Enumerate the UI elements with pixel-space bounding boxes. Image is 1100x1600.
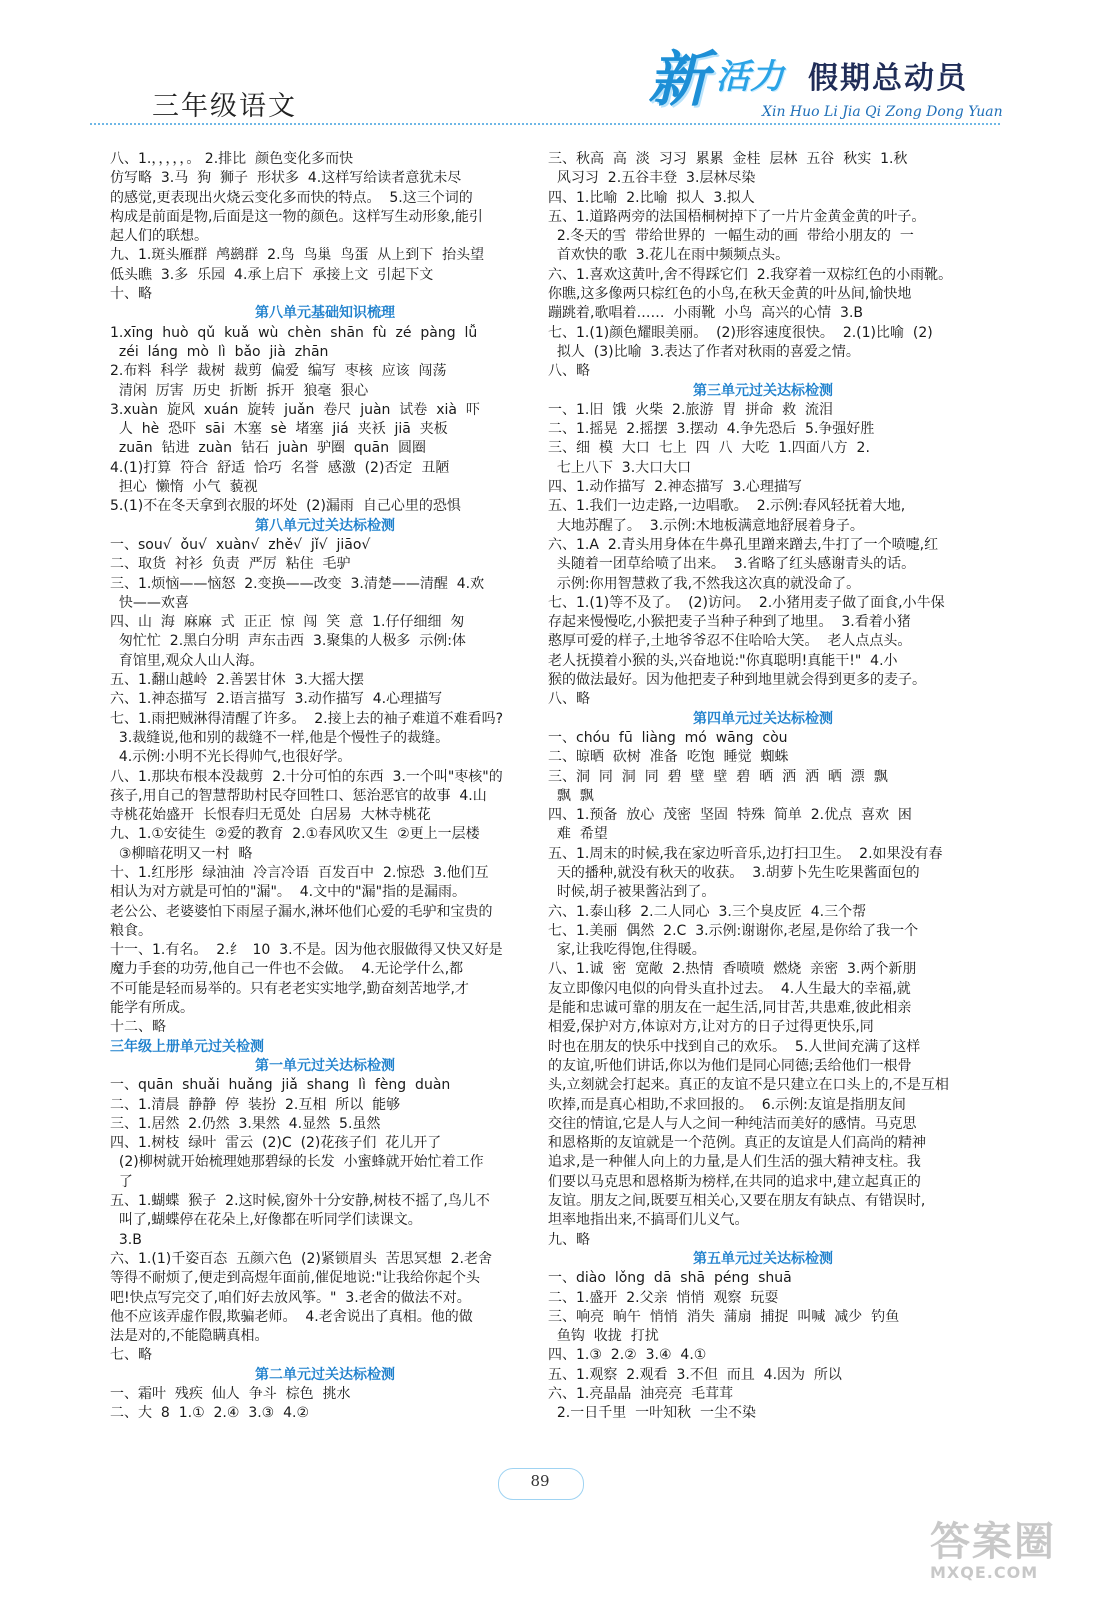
header-divider (90, 123, 1000, 125)
answer-line: 他不应该弄虚作假,欺骗老师。 4.老舍说出了真相。他的做 (110, 1308, 473, 1325)
answer-line: 四、1.树枝 绿叶 雷云 (2)C (2)花孩子们 花儿开了 (110, 1135, 442, 1152)
answer-line: 二、大 8 1.① 2.④ 3.③ 4.② (110, 1405, 310, 1422)
answer-line: 六、1.神态描写 2.语言描写 3.动作描写 4.心理描写 (110, 691, 443, 708)
answer-line: 吹捧,而是真心相助,不求回报的。 6.示例:友谊是指朋友间 (548, 1096, 906, 1113)
answer-line: 五、1.周末的时候,我在家边听音乐,边打扫卫生。 2.如果没有春 (548, 845, 943, 862)
answer-line: 示例:你用智慧救了我,不然我这次真的就没命了。 (548, 575, 861, 592)
answer-line: ③柳暗花明又一村 略 (110, 845, 253, 862)
answer-line: 十、略 (110, 286, 152, 303)
answer-line: 十一、1.有名。 2.纟 10 3.不是。因为他衣服做得又快又好是 (110, 942, 503, 959)
answer-line: 头,立刻就会打起来。真正的友谊不是只建立在口头上的,不是互相 (548, 1077, 949, 1094)
answer-line: 八、略 (548, 363, 590, 380)
answer-line: 仿写略 3.马 狗 狮子 形状多 4.这样写给读者意犹未尽 (110, 170, 462, 187)
answer-line: 叫了,蝴蝶停在花朵上,好像都在听同学们读课文。 (110, 1212, 422, 1229)
answer-line: 五、1.观察 2.观看 3.不但 而且 4.因为 所以 (548, 1366, 842, 1383)
answer-line: 九、1.①安徒生 ②爱的教育 2.①春风吹又生 ②更上一层楼 (110, 826, 480, 843)
answer-line: 四、1.预备 放心 茂密 坚固 特殊 简单 2.优点 喜欢 困 (548, 807, 912, 824)
answer-line: 二、1.摇晃 2.摇摆 3.摆动 4.争先恐后 5.争强好胜 (548, 421, 875, 438)
answer-line: 憨厚可爱的样子,土地爷爷忍不住哈哈大笑。 老人点点头。 (548, 633, 912, 650)
answer-line: 快——欢喜 (110, 594, 189, 611)
answer-line: 坦率地指出来,不搞哥们儿义气。 (548, 1212, 749, 1229)
answer-line: 四、1.比喻 2.比喻 拟人 3.拟人 (548, 189, 755, 206)
answer-line: 魔力手套的功劳,他自己一件也不会做。 4.无论学什么,都 (110, 961, 464, 978)
answer-line: 友谊。朋友之间,既要互相关心,又要在朋友有缺点、有错误时, (548, 1193, 926, 1210)
answer-line: 九、1.斑头雁群 鸬鹚群 2.鸟 鸟巢 鸟蛋 从上到下 抬头望 (110, 247, 485, 264)
answer-line: 3.裁缝说,他和别的裁缝不一样,他是个慢性子的裁缝。 (110, 729, 450, 746)
answer-column-right (548, 150, 978, 1424)
answer-line: 三、细 模 大口 七上 四 八 大吃 1.四面八方 2. (548, 440, 870, 457)
main-heading: 三年级上册单元过关检测 (110, 1038, 264, 1055)
answer-line: 能学有所成。 (110, 1000, 194, 1017)
answer-line: 人 hè 恐吓 sāi 木塞 sè 堵塞 jiá 夹袄 jiā 夹板 (110, 421, 448, 438)
answer-line: 追求,是一种催人向上的力量,是人们生活的强大精神支柱。我 (548, 1154, 921, 1171)
answer-line: (2)柳树就开始梳理她那碧绿的长发 小蜜蜂就开始忙着工作 (110, 1154, 484, 1171)
watermark-logo (930, 1520, 1060, 1590)
watermark-text: 答案圈 (930, 1519, 1056, 1565)
answer-line: 九、略 (548, 1231, 590, 1248)
answer-line: 2.一日千里 一叶知秋 一尘不染 (548, 1405, 757, 1422)
answer-line: 三、1.居然 2.仍然 3.果然 4.显然 5.虽然 (110, 1115, 381, 1132)
answer-line: 担心 懒惰 小气 藐视 (110, 479, 258, 496)
answer-line: 孩子,用自己的智慧帮助村民夺回牲口、惩治恶官的故事 4.山 (110, 787, 487, 804)
brand-logo-xin: 新 (648, 45, 708, 115)
answer-line: 存起来慢慢吃,小猴把麦子当种子种到了地里。 3.看着小猪 (548, 614, 911, 631)
answer-line: 交往的情谊,它是人与人之间一种纯洁而美好的感情。马克思 (548, 1115, 917, 1132)
answer-line: 首欢快的歌 3.花儿在雨中频频点头。 (548, 247, 790, 264)
answer-line: 三、秋高 高 淡 习习 累累 金桂 层林 五谷 秋实 1.秋 (548, 151, 908, 167)
answer-line: zéi láng mò lì bǎo jià zhān (110, 343, 329, 360)
grade-subject-title: 三年级语文 (152, 91, 297, 122)
answer-line: 育馆里,观众人山人海。 (110, 652, 264, 669)
answer-line: 六、1.亮晶晶 油亮亮 毛茸茸 (548, 1386, 734, 1402)
answer-line: 一、quān shuǎi huǎng jiǎ shang lì fèng duàn (110, 1077, 451, 1094)
answer-line: 清闲 厉害 历史 折断 拆开 狼毫 狠心 (110, 382, 369, 399)
answer-line: 六、1.(1)千姿百态 五颜六色 (2)紧锁眉头 苦思冥想 2.老舍 (110, 1250, 492, 1267)
answer-line: 了 (110, 1173, 133, 1190)
answer-line: 的感觉,更表现出火烧云变化多而快的特点。 5.这三个词的 (110, 189, 473, 206)
answer-line: 十二、略 (110, 1019, 166, 1036)
answer-line: 等得不耐烦了,便走到高煜年面前,催促地说:"让我给你起个头 (110, 1270, 481, 1287)
answer-line: 七、略 (110, 1347, 152, 1364)
section-heading: 第四单元过关达标检测 (693, 710, 833, 727)
answer-line: 难 希望 (548, 826, 608, 843)
answer-line: 法是对的,不能隐瞒真相。 (110, 1328, 269, 1345)
answer-line: 构成是前面是物,后面是这一物的颜色。这样写生动形象,能引 (110, 208, 483, 225)
brand-title: 假期总动员 (808, 61, 968, 96)
answer-line: 七、1.(1)等不及了。 (2)访问。 2.小猪用麦子做了面食,小牛保 (548, 594, 945, 611)
answer-line: 风习习 2.五谷丰登 3.层林尽染 (548, 170, 756, 187)
answer-line: 一、sou√ ǒu√ xuàn√ zhě√ jǐ√ jiāo√ (110, 536, 371, 553)
answer-line: 四、1.③ 2.② 3.④ 4.① (548, 1347, 707, 1364)
answer-column-left (110, 150, 540, 1424)
answer-line: 一、chóu fū liàng mó wāng còu (548, 729, 788, 746)
answer-line: 寺桃花始盛开 长恨春归无觅处 白居易 大林寺桃花 (110, 807, 431, 824)
answer-line: 家,让我吃得饱,住得暖。 (548, 942, 706, 959)
answer-line: 三、响亮 晌午 悄悄 消失 蒲扇 捕捉 叫喊 减少 钓鱼 (548, 1308, 900, 1325)
brand-logo-huoli: 活力 (716, 57, 784, 97)
answer-line: 飘 飘 (548, 787, 594, 804)
answer-line: 大地苏醒了。 3.示例:木地板满意地舒展着身子。 (548, 517, 864, 534)
answer-line: 六、1.泰山移 2.二人同心 3.三个臭皮匠 4.三个帮 (548, 903, 867, 920)
answer-line: 八、1.那块布根本没裁剪 2.十分可怕的东西 3.一个叫"枣核"的 (110, 768, 503, 785)
answer-line: 五、1.蝴蝶 猴子 2.这时候,窗外十分安静,树枝不摇了,鸟儿不 (110, 1193, 490, 1210)
answer-line: 二、取货 衬衫 负责 严厉 粘住 毛驴 (110, 556, 351, 573)
answer-line: 十、1.红彤彤 绿油油 冷言冷语 百发百中 2.惊恐 3.他们互 (110, 864, 489, 881)
answer-line: 三、1.烦恼——恼怒 2.变换——改变 3.清楚——清醒 4.欢 (110, 575, 485, 592)
answer-line: 2.冬天的雪 带给世界的 一幅生动的画 带给小朋友的 一 (548, 228, 914, 245)
answer-line: 和恩格斯的友谊就是一个范例。真正的友谊是人们高尚的精神 (548, 1135, 926, 1152)
answer-line: 相爱,保护对方,体谅对方,让对方的日子过得更快乐,同 (548, 1019, 874, 1036)
answer-line: 八、1.，，，，，。 2.排比 颜色变化多而快 (110, 151, 354, 167)
answer-line: 的友谊,听他们讲话,你以为他们是同心同德;丢给他们一根骨 (548, 1057, 912, 1074)
answer-line: 友立即像闪电似的向骨头直扑过去。 4.人生最大的幸福,就 (548, 980, 911, 997)
answer-line: 你瞧,这多像两只棕红色的小鸟,在秋天金黄的叶丛间,愉快地 (548, 286, 912, 303)
answer-line: 五、1.翻山越岭 2.善罢甘休 3.大摇大摆 (110, 672, 364, 689)
section-heading: 第五单元过关达标检测 (693, 1250, 833, 1267)
answer-line: 四、山 海 麻麻 式 正正 惊 闯 笑 意 1.仔仔细细 匆 (110, 614, 465, 631)
answer-line: 们要以马克思和恩格斯为榜样,在共同的追求中,建立起真正的 (548, 1173, 921, 1190)
answer-line: 1.xīng huò qǔ kuǎ wù chèn shān fù zé pàng lǚ (110, 324, 478, 341)
answer-line: 匆忙忙 2.黑白分明 声东击西 3.聚集的人极多 示例:体 (110, 633, 466, 650)
answer-line: 鱼钩 收拢 打扰 (548, 1328, 659, 1345)
answer-line: 起人们的联想。 (110, 228, 208, 245)
answer-line: 七、1.美丽 偶然 2.C 3.示例:谢谢你,老屋,是你给了我一个 (548, 922, 919, 939)
answer-line: 天的播种,就没有秋天的收获。 3.胡萝卜先生吃果酱面包的 (548, 864, 920, 881)
answer-line: 蹦跳着,歌唱着…… 小雨靴 小鸟 高兴的心情 3.B (548, 305, 864, 322)
answer-line: 吧!快点写完交了,咱们好去放风筝。" 3.老舍的做法不对。 (110, 1289, 471, 1306)
answer-line: 七上八下 3.大口大口 (548, 459, 692, 476)
answer-line: 四、1.动作描写 2.神态描写 3.心理描写 (548, 479, 802, 496)
answer-line: zuān 钻进 zuàn 钻石 juàn 驴圈 quān 圆圈 (110, 440, 426, 457)
page-number: 89 (530, 1472, 550, 1490)
answer-line: 二、晾晒 砍树 准备 吃饱 睡觉 蜘蛛 (548, 749, 789, 766)
answer-line: 时也在朋友的快乐中找到自己的欢乐。 5.人世间充满了这样 (548, 1038, 921, 1055)
answer-line: 3.B (110, 1231, 142, 1248)
answer-line: 六、1.A 2.青头用身体在牛鼻孔里蹭来蹭去,牛打了一个喷嚏,红 (548, 536, 939, 553)
answer-line: 2.布料 科学 裁树 裁剪 偏爱 编写 枣核 应该 闯荡 (110, 363, 447, 380)
answer-line: 低头瞧 3.多 乐园 4.承上启下 承接上文 引起下文 (110, 266, 434, 283)
answer-line: 5.(1)不在冬天拿到衣服的坏处 (2)漏雨 自己心里的恐惧 (110, 498, 461, 515)
answer-line: 一、1.旧 饿 火柴 2.旅游 胃 拼命 救 流泪 (548, 401, 834, 418)
section-heading: 第二单元过关达标检测 (255, 1366, 395, 1383)
answer-line: 猴的做法最好。因为他把麦子种到地里就会得到更多的麦子。 (548, 672, 926, 689)
answer-line: 六、1.喜欢这黄叶,舍不得踩它们 2.我穿着一双棕红色的小雨靴。 (548, 266, 953, 283)
answer-line: 粮食。 (110, 922, 152, 939)
answer-line: 3.xuàn 旋风 xuán 旋转 juǎn 卷尺 juàn 试卷 xià 吓 (110, 401, 480, 418)
answer-line: 头随着一团草给喷了出来。 3.省略了红头感谢青头的话。 (548, 556, 916, 573)
section-heading: 第一单元过关达标检测 (255, 1057, 395, 1074)
answer-line: 一、霜叶 残疾 仙人 争斗 棕色 挑水 (110, 1386, 351, 1402)
answer-line: 八、1.诚 密 宽敞 2.热情 香喷喷 燃烧 亲密 3.两个新朋 (548, 961, 917, 978)
answer-line: 七、1.(1)颜色耀眼美丽。 (2)形容速度很快。 2.(1)比喻 (2) (548, 324, 933, 341)
section-heading: 第三单元过关达标检测 (693, 382, 833, 399)
answer-line: 是能和忠诚可靠的朋友在一起生活,同甘苦,共患难,彼此相亲 (548, 1000, 912, 1017)
answer-line: 拟人 (3)比喻 3.表达了作者对秋雨的喜爱之情。 (548, 343, 860, 360)
answer-line: 4.(1)打算 符合 舒适 恰巧 名誉 感激 (2)否定 丑陋 (110, 459, 450, 476)
answer-line: 八、略 (548, 691, 590, 708)
answer-line: 二、1.清晨 静静 停 装扮 2.互相 所以 能够 (110, 1096, 401, 1113)
answer-line: 五、1.道路两旁的法国梧桐树掉下了一片片金黄金黄的叶子。 (548, 208, 926, 225)
answer-line: 二、1.盛开 2.父亲 悄悄 观察 玩耍 (548, 1289, 779, 1306)
section-heading: 第八单元过关达标检测 (255, 517, 395, 534)
answer-line: 4.示例:小明不光长得帅气,也很好学。 (110, 749, 352, 766)
answer-line: 七、1.雨把贼淋得清醒了许多。 2.接上去的袖子难道不难看吗? (110, 710, 504, 727)
brand-pinyin: Xin Huo Li Jia Qi Zong Dong Yuan (762, 104, 1003, 120)
answer-line: 时候,胡子被果酱沾到了。 (548, 884, 716, 901)
section-heading: 第八单元基础知识梳理 (255, 305, 395, 322)
answer-line: 相认为对方就是可怕的"漏"。 4.文中的"漏"指的是漏雨。 (110, 884, 467, 901)
answer-line: 一、diào lǒng dā shā péng shuā (548, 1270, 792, 1287)
answer-line: 老公公、老婆婆怕下雨屋子漏水,淋坏他们心爱的毛驴和宝贵的 (110, 903, 493, 920)
page-header (0, 0, 1100, 130)
answer-line: 三、洞 同 洞 同 碧 壁 壁 碧 晒 洒 洒 晒 漂 飘 (548, 768, 888, 785)
watermark-url: MXQE.COM (930, 1563, 1039, 1582)
answer-line: 五、1.我们一边走路,一边唱歌。 2.示例:春风轻抚着大地, (548, 498, 906, 515)
answer-line: 老人抚摸着小猴的头,兴奋地说:"你真聪明!真能干!" 4.小 (548, 652, 898, 669)
answer-line: 不可能是轻而易举的。只有老老实实地学,勤奋刻苦地学,才 (110, 980, 469, 997)
